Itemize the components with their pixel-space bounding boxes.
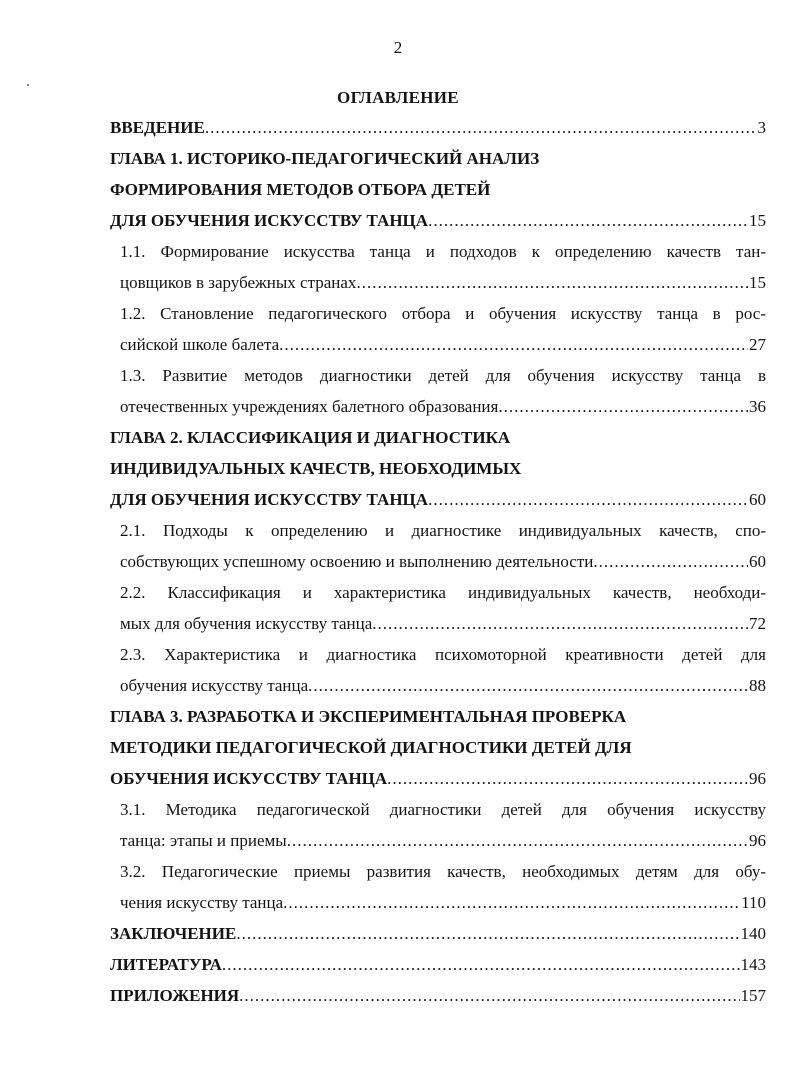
toc-entry-line: 3.1. Методика педагогической диагностики детей для обучения искусству xyxy=(120,800,766,819)
toc-section-entry[interactable] xyxy=(110,360,766,422)
toc-entry-text: отечественных учреждениях балетного образования xyxy=(120,397,499,416)
toc-entry-last-line xyxy=(110,205,766,236)
toc-dot-leader xyxy=(308,670,748,701)
toc-entry-text: ВВЕДЕНИЕ xyxy=(110,118,205,137)
toc-entry-text: сийской школе балета xyxy=(120,335,280,354)
toc-entry-line: ГЛАВА 1. ИСТОРИКО-ПЕДАГОГИЧЕСКИЙ АНАЛИЗ xyxy=(110,149,540,168)
toc-page-number: 27 xyxy=(749,335,766,354)
toc-page-number: 36 xyxy=(749,397,766,416)
toc-chapter-entry[interactable] xyxy=(110,701,766,794)
toc-section-entry[interactable] xyxy=(110,577,766,639)
toc-entry-last-line xyxy=(110,980,766,1011)
toc-section-entry[interactable] xyxy=(110,639,766,701)
toc-entry-line: 3.2. Педагогические приемы развития качеств, необходимых детям для обу- xyxy=(120,862,766,881)
toc-dot-leader xyxy=(356,267,748,298)
toc-section-entry[interactable] xyxy=(110,515,766,577)
toc-entry-line: ГЛАВА 2. КЛАССИФИКАЦИЯ И ДИАГНОСТИКА xyxy=(110,428,511,447)
toc-section-entry[interactable] xyxy=(110,794,766,856)
toc-dot-leader xyxy=(205,112,757,143)
toc-entry-text: собствующих успешному освоению и выполнению деятельности xyxy=(120,552,594,571)
toc-section-entry[interactable] xyxy=(110,236,766,298)
toc-entry-text: чения искусству танца xyxy=(120,893,284,912)
toc-entry-text: ЗАКЛЮЧЕНИЕ xyxy=(110,924,237,943)
scan-speck xyxy=(27,84,29,86)
toc-entry-line: 2.1. Подходы к определению и диагностике индивидуальных качеств, спо- xyxy=(120,521,766,540)
toc-entry-text: танца: этапы и приемы xyxy=(120,831,287,850)
toc-chapter-entry[interactable] xyxy=(110,143,766,236)
toc-entry-last-line xyxy=(110,112,766,143)
toc-page-number: 96 xyxy=(749,831,766,850)
toc-entry-text: ДЛЯ ОБУЧЕНИЯ ИСКУССТВУ ТАНЦА xyxy=(110,211,429,230)
toc-page-number: 110 xyxy=(741,893,766,912)
toc-entry-last-line xyxy=(110,267,766,298)
toc-chapter-entry[interactable] xyxy=(110,422,766,515)
toc-page-number: 140 xyxy=(740,924,766,943)
toc-dot-leader xyxy=(593,546,748,577)
toc-section-entry[interactable] xyxy=(110,298,766,360)
toc-page-number: 15 xyxy=(749,273,766,292)
toc-chapter-entry[interactable] xyxy=(110,949,766,980)
toc-entry-text: ОБУЧЕНИЯ ИСКУССТВУ ТАНЦА xyxy=(110,769,388,788)
toc-entry-last-line xyxy=(110,825,766,856)
toc-dot-leader xyxy=(372,608,748,639)
toc-page-number: 96 xyxy=(749,769,766,788)
page-number: 2 xyxy=(393,38,403,57)
toc-dot-leader xyxy=(498,391,748,422)
toc-dot-leader xyxy=(222,949,740,980)
toc-dot-leader xyxy=(428,205,748,236)
toc-entry-line: ГЛАВА 3. РАЗРАБОТКА И ЭКСПЕРИМЕНТАЛЬНАЯ ПРОВЕРКА xyxy=(110,707,627,726)
table-of-contents xyxy=(110,112,766,1011)
toc-entry-last-line xyxy=(110,887,766,918)
toc-entry-last-line xyxy=(110,391,766,422)
toc-title: ОГЛАВЛЕНИЕ xyxy=(337,88,459,107)
toc-entry-line: 1.1. Формирование искусства танца и подходов к определению качеств тан- xyxy=(120,242,766,261)
toc-entry-line: 2.2. Классификация и характеристика индивидуальных качеств, необходи- xyxy=(120,583,766,602)
toc-page-number: 143 xyxy=(740,955,766,974)
toc-page-number: 72 xyxy=(749,614,766,633)
toc-entry-line: 1.2. Становление педагогического отбора и обучения искусству танца в рос- xyxy=(120,304,766,323)
toc-entry-text: ПРИЛОЖЕНИЯ xyxy=(110,986,240,1005)
toc-entry-text: цовщиков в зарубежных странах xyxy=(120,273,357,292)
toc-entry-text: ДЛЯ ОБУЧЕНИЯ ИСКУССТВУ ТАНЦА xyxy=(110,490,429,509)
toc-dot-leader xyxy=(387,763,748,794)
toc-entry-line: 2.3. Характеристика и диагностика психомоторной креативности детей для xyxy=(120,645,766,664)
toc-entry-last-line xyxy=(110,918,766,949)
toc-entry-last-line xyxy=(110,329,766,360)
toc-page-number: 60 xyxy=(749,552,766,571)
toc-page-number: 60 xyxy=(749,490,766,509)
toc-entry-last-line xyxy=(110,763,766,794)
toc-dot-leader xyxy=(283,887,740,918)
toc-chapter-entry[interactable] xyxy=(110,918,766,949)
toc-entry-last-line xyxy=(110,949,766,980)
toc-entry-text: мых для обучения искусству танца xyxy=(120,614,373,633)
toc-entry-last-line xyxy=(110,484,766,515)
toc-entry-last-line xyxy=(110,608,766,639)
toc-dot-leader xyxy=(428,484,748,515)
toc-entry-line: 1.3. Развитие методов диагностики детей для обучения искусству танца в xyxy=(120,366,766,385)
toc-entry-last-line xyxy=(110,546,766,577)
toc-dot-leader xyxy=(287,825,748,856)
toc-entry-text: обучения искусству танца xyxy=(120,676,309,695)
toc-section-entry[interactable] xyxy=(110,856,766,918)
toc-entry-last-line xyxy=(110,670,766,701)
toc-entry-text: ЛИТЕРАТУРА xyxy=(110,955,222,974)
toc-page-number: 15 xyxy=(749,211,766,230)
toc-entry-line: ИНДИВИДУАЛЬНЫХ КАЧЕСТВ, НЕОБХОДИМЫХ xyxy=(110,459,522,478)
toc-dot-leader xyxy=(279,329,748,360)
toc-chapter-entry[interactable] xyxy=(110,112,766,143)
toc-chapter-entry[interactable] xyxy=(110,980,766,1011)
toc-entry-line: ФОРМИРОВАНИЯ МЕТОДОВ ОТБОРА ДЕТЕЙ xyxy=(110,180,491,199)
toc-dot-leader xyxy=(236,918,739,949)
toc-page-number: 88 xyxy=(749,676,766,695)
toc-entry-line: МЕТОДИКИ ПЕДАГОГИЧЕСКОЙ ДИАГНОСТИКИ ДЕТЕЙ ДЛЯ xyxy=(110,738,632,757)
toc-dot-leader xyxy=(239,980,739,1011)
toc-page-number: 3 xyxy=(757,118,766,137)
toc-page-number: 157 xyxy=(740,986,766,1005)
